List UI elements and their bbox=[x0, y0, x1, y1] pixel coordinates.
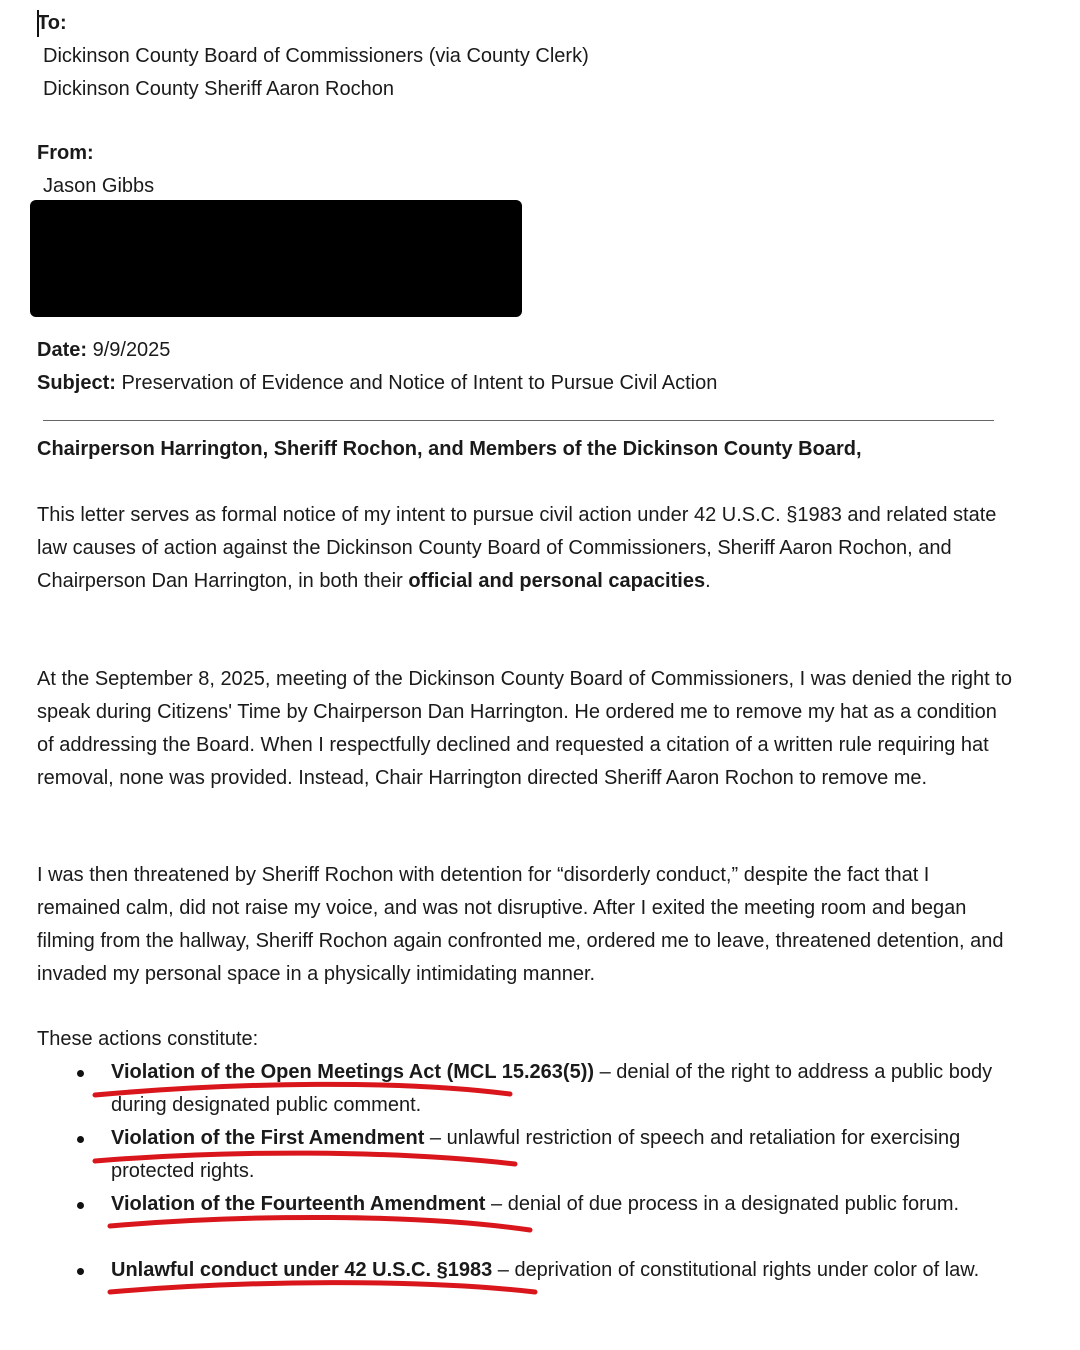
divider bbox=[43, 420, 994, 421]
violation-desc: – deprivation of constitutional rights under color of law. bbox=[492, 1259, 980, 1281]
violation-desc: – unlawful restriction of speech and retaliation for exercising protected rights. bbox=[111, 1127, 961, 1182]
p1-end: . bbox=[705, 570, 711, 592]
date-label: Date: bbox=[37, 339, 88, 361]
date-value: 9/9/2025 bbox=[92, 339, 171, 361]
paragraph-intent bbox=[37, 499, 1017, 598]
violation-desc: – denial of the right to address a public body during designated public comment. bbox=[111, 1061, 993, 1116]
violation-desc: – denial of due process in a designated public forum. bbox=[485, 1193, 960, 1215]
subject-value: Preservation of Evidence and Notice of Intent to Pursue Civil Action bbox=[121, 372, 718, 394]
violation-title: Violation of the Open Meetings Act (MCL 15.263(5)) bbox=[111, 1061, 595, 1083]
violation-title: Unlawful conduct under 42 U.S.C. §1983 bbox=[111, 1259, 493, 1281]
bullet bbox=[77, 1202, 84, 1209]
date-line bbox=[37, 334, 170, 367]
from-name: Jason Gibbs bbox=[43, 175, 155, 197]
violation-title: Violation of the Fourteenth Amendment bbox=[111, 1193, 486, 1215]
p1-lead: This letter serves as formal notice of my intent to pursue civil action under 42 U.S.C. §1983 and related state law causes of action against the Dickinson County Board of Commissioners, Sheriff Aaron Rochon, and Chairperson Dan Harrington, in both their bbox=[37, 504, 997, 592]
subject-line bbox=[37, 367, 717, 400]
to-label: To: bbox=[37, 12, 67, 34]
actions-intro: These actions constitute: bbox=[37, 1028, 259, 1050]
violation-title: Violation of the First Amendment bbox=[111, 1127, 425, 1149]
from-label: From: bbox=[37, 142, 94, 164]
salutation: Chairperson Harrington, Sheriff Rochon, and Members of the Dickinson County Board, bbox=[37, 438, 862, 460]
paragraph-threat: I was then threatened by Sheriff Rochon with detention for “disorderly conduct,” despite the fact that I remained calm, did not raise my voice, and was not disruptive. After I exited the meeting room and began filming from the hallway, Sheriff Rochon again confronted me, ordered me to leave, threatened detention, and invaded my personal space in a physically intimidating manner. bbox=[37, 864, 1004, 985]
to-recipient-1: Dickinson County Board of Commissioners (via County Clerk) bbox=[43, 45, 589, 67]
bullet bbox=[77, 1136, 84, 1143]
paragraph-meeting: At the September 8, 2025, meeting of the Dickinson County Board of Commissioners, I was denied the right to speak during Citizens' Time by Chairperson Dan Harrington. He ordered me to remove my hat as a condition of addressing the Board. When I respectfully declined and requested a citation of a written rule requiring hat removal, none was provided. Instead, Chair Harrington directed Sheriff Aaron Rochon to remove me. bbox=[37, 668, 1012, 789]
p1-bold: official and personal capacities bbox=[408, 570, 706, 592]
subject-label: Subject: bbox=[37, 372, 116, 394]
bullet bbox=[77, 1070, 84, 1077]
to-recipient-2: Dickinson County Sheriff Aaron Rochon bbox=[43, 78, 394, 100]
redaction-block bbox=[30, 200, 522, 317]
bullet bbox=[77, 1268, 84, 1275]
